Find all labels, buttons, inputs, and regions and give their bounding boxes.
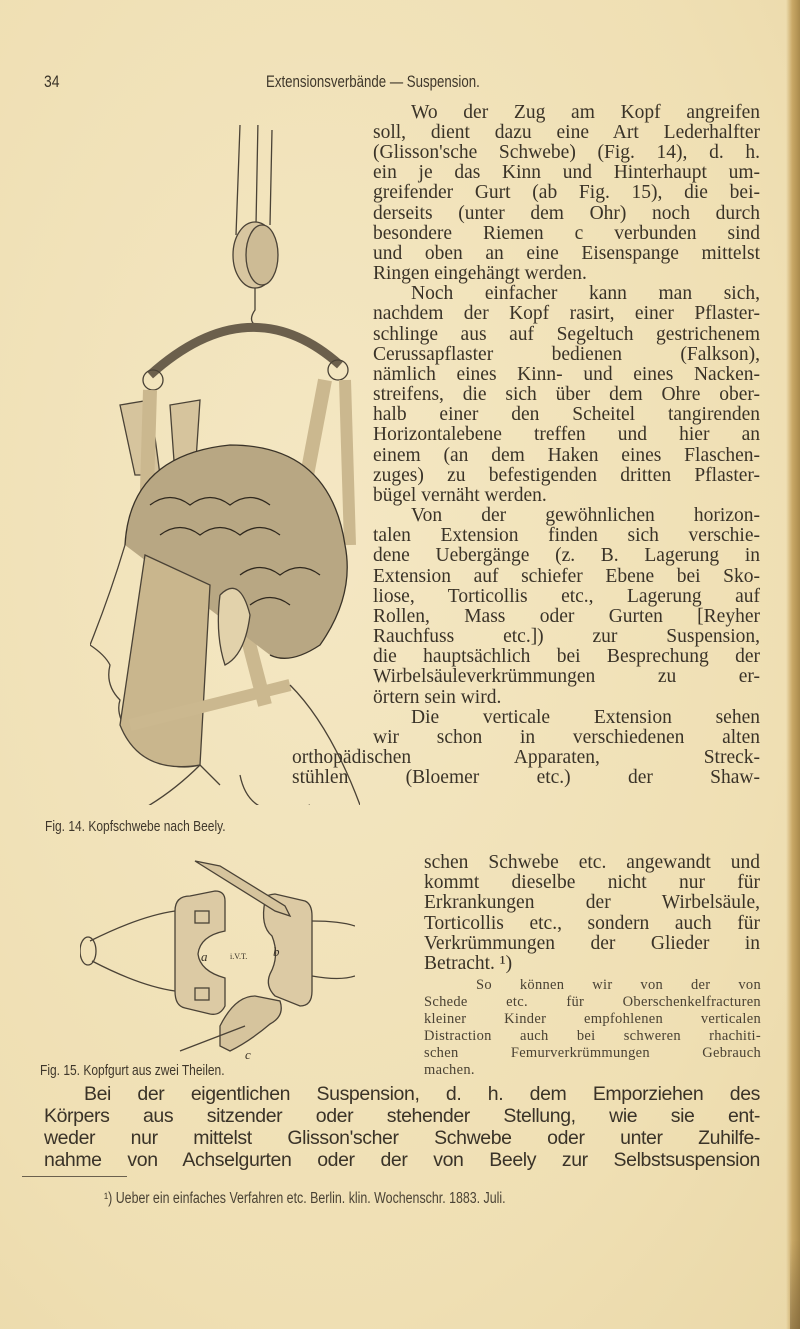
- head-strap-drawing-icon: [80, 856, 355, 1061]
- text-line: und oben an eine Eisenspange mittelst: [373, 243, 760, 264]
- text-line: örtern sein wird.: [373, 687, 502, 708]
- text-line: schlinge aus auf Segeltuch gestrichenem: [373, 324, 760, 345]
- text-line: nämlich eines Kinn- und eines Nacken-: [373, 364, 760, 385]
- head-suspension-drawing-icon: [90, 125, 360, 805]
- text-line: dene Uebergänge (z. B. Lagerung in: [373, 545, 760, 566]
- running-title: Extensionsverbände — Suspension.: [266, 72, 480, 91]
- text-line: liose, Torticollis etc., Lagerung auf: [373, 586, 760, 607]
- label-ivt: i.V.T.: [230, 952, 248, 961]
- figure-15-illustration: [80, 856, 355, 1061]
- text-line: bügel vernäht werden.: [373, 485, 547, 506]
- page-number: 34: [44, 72, 60, 91]
- text-line: einem (an dem Haken eines Flaschen-: [373, 445, 760, 466]
- label-a: a: [201, 949, 208, 964]
- text-line: Erkrankungen der Wirbelsäule,: [424, 892, 760, 913]
- small-text-line: Distraction auch bei schweren rhachiti-: [424, 1028, 761, 1044]
- text-line: Wo der Zug am Kopf angreifen: [411, 102, 760, 123]
- text-line: talen Extension finden sich verschie-: [373, 525, 760, 546]
- text-line: ein je das Kinn und Hinterhaupt um-: [373, 162, 760, 183]
- figure-14-caption: Fig. 14. Kopfschwebe nach Beely.: [45, 818, 226, 835]
- text-line: Extension auf schiefer Ebene bei Sko-: [373, 566, 760, 587]
- text-line: Torticollis etc., sondern auch für: [424, 913, 760, 934]
- text-line: die hauptsächlich bei Besprechung der: [373, 646, 760, 667]
- text-line: Betracht. ¹): [424, 953, 513, 974]
- text-line: (Glisson'sche Schwebe) (Fig. 14), d. h.: [373, 142, 760, 163]
- footnote-divider: [22, 1176, 127, 1177]
- text-line: Noch einfacher kann man sich,: [411, 283, 760, 304]
- small-text-line: Schede etc. für Oberschenkelfracturen: [424, 994, 761, 1010]
- small-text-line: So können wir von der von: [476, 977, 761, 993]
- text-line: Bei der eigentlichen Suspension, d. h. dem Emporziehen des: [84, 1083, 760, 1105]
- text-line: kommt dieselbe nicht nur für: [424, 872, 760, 893]
- text-line: Körpers aus sitzender oder stehender Stellung, wie sie ent-: [44, 1105, 760, 1127]
- small-text-line: schen Femurverkrümmungen Gebrauch: [424, 1045, 761, 1061]
- small-text-line: kleiner Kinder empfohlenen verticalen: [424, 1011, 761, 1027]
- text-line: nahme von Achselgurten oder der von Beely zur Selbstsuspension: [44, 1149, 760, 1171]
- text-line: derseits (unter dem Ohr) noch durch: [373, 203, 760, 224]
- text-line: streifens, die sich über dem Ohre ober-: [373, 384, 760, 405]
- page-edge-shadow-lower: [790, 1240, 800, 1329]
- text-line: wir schon in verschiedenen alten: [373, 727, 760, 748]
- label-c: c: [245, 1047, 251, 1061]
- text-line: soll, dient dazu eine Art Lederhalfter: [373, 122, 760, 143]
- text-line: Verkrümmungen der Glieder in: [424, 933, 760, 954]
- footnote-text: Ueber ein einfaches Verfahren etc. Berlin. klin. Wochenschr. 1883. Juli.: [115, 1190, 506, 1207]
- text-line: greifender Gurt (ab Fig. 15), die bei-: [373, 182, 760, 203]
- text-line: orthopädischen Apparaten, Streck-: [292, 747, 760, 768]
- text-line: schen Schwebe etc. angewandt und: [424, 852, 760, 873]
- figure-14-illustration: [90, 125, 360, 805]
- small-text-line: machen.: [424, 1062, 475, 1078]
- text-line: Rauchfuss etc.]) zur Suspension,: [373, 626, 760, 647]
- label-b: b: [273, 944, 280, 959]
- text-line: Von der gewöhnlichen horizon-: [411, 505, 760, 526]
- text-line: halb einer den Scheitel tangirenden: [373, 404, 760, 425]
- text-line: Cerussapflaster bedienen (Falkson),: [373, 344, 760, 365]
- text-line: Rollen, Mass oder Gurten [Reyher: [373, 606, 760, 627]
- text-line: nachdem der Kopf rasirt, einer Pflaster-: [373, 303, 760, 324]
- text-line: Horizontalebene treffen und hier an: [373, 424, 760, 445]
- text-line: Wirbelsäuleverkrümmungen zu er-: [373, 666, 760, 687]
- text-line: Ringen eingehängt werden.: [373, 263, 587, 284]
- page-edge-shadow: [786, 0, 800, 1329]
- figure-15-caption: Fig. 15. Kopfgurt aus zwei Theilen.: [40, 1062, 225, 1079]
- text-line: besondere Riemen c verbunden sind: [373, 223, 760, 244]
- footnote-marker: ¹): [104, 1190, 113, 1207]
- text-line: zuges) zu befestigenden dritten Pflaster-: [373, 465, 760, 486]
- text-line: Die verticale Extension sehen: [411, 707, 760, 728]
- text-line: weder nur mittelst Glisson'scher Schwebe oder unter Zuhilfe-: [44, 1127, 760, 1149]
- running-header: [0, 72, 800, 96]
- footnote: [104, 1190, 506, 1208]
- text-line: stühlen (Bloemer etc.) der Shaw-: [292, 767, 760, 788]
